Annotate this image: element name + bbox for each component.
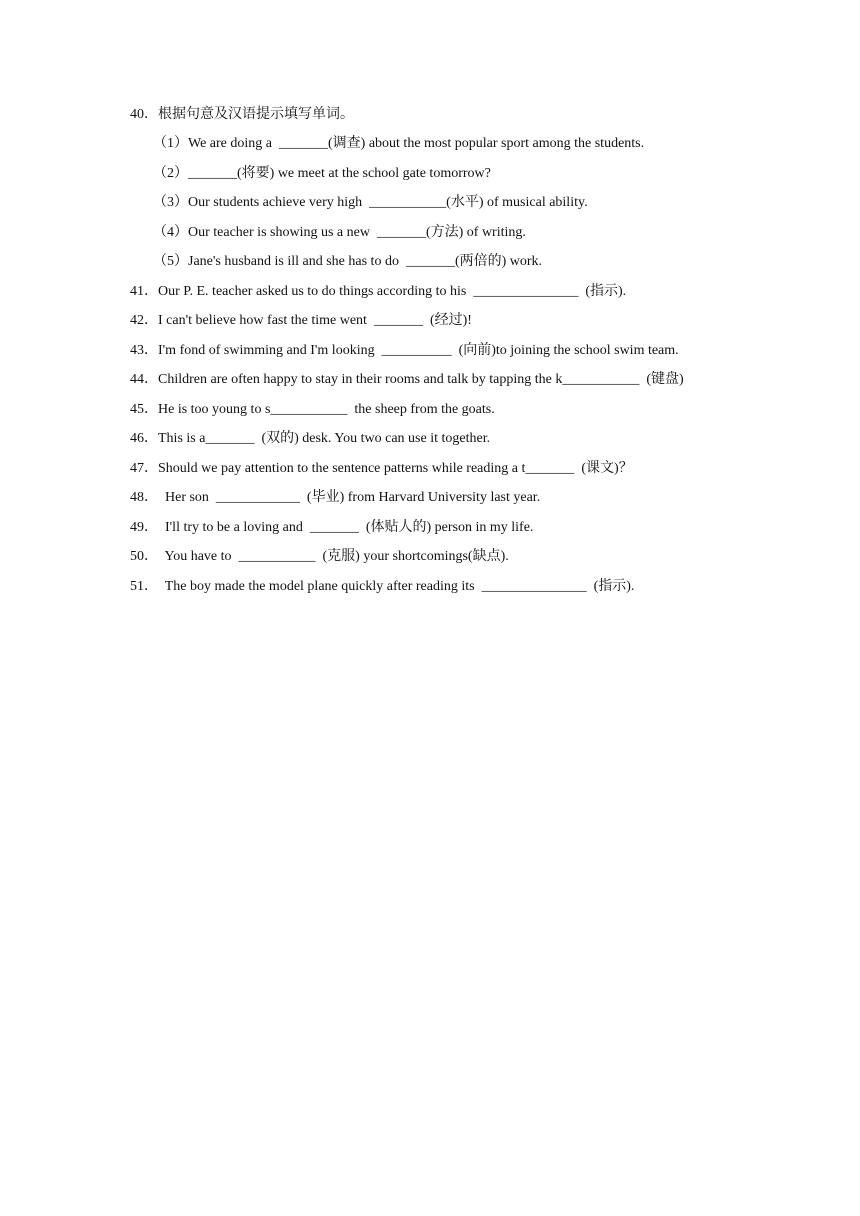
question-text: Jane's husband is ill and she has to do _______(两倍的) work. (188, 254, 543, 269)
question-50: 50． You have to ___________ (克服) your shortcomings(缺点). (130, 549, 509, 564)
question-text: Our P. E. teacher asked us to do things according to his _______________ (指示). (158, 284, 627, 299)
question-text: Children are often happy to stay in their rooms and talk by tapping the k___________ (键盘) (158, 372, 684, 387)
question-48: 48． Her son ____________ (毕业) from Harvard University last year. (130, 490, 541, 505)
question-43: 43．I'm fond of swimming and I'm looking __________ (向前)to joining the school swim team. (130, 343, 679, 358)
question-40-item-1: （1）We are doing a _______(调查) about the most popular sport among the students. (153, 136, 645, 151)
question-text: He is too young to s___________ the sheep from the goats. (158, 402, 495, 417)
question-text: I can't believe how fast the time went _______ (经过)! (158, 313, 472, 328)
question-46: 46．This is a_______ (双的) desk. You two can use it together. (130, 431, 491, 446)
question-text: Our teacher is showing us a new _______(方法) of writing. (188, 225, 526, 240)
question-text: This is a_______ (双的) desk. You two can use it together. (158, 431, 491, 446)
question-49: 49． I'll try to be a loving and _______ (体贴人的) person in my life. (130, 520, 534, 535)
question-text: You have to ___________ (克服) your shortcomings(缺点). (158, 549, 509, 564)
question-42: 42．I can't believe how fast the time went _______ (经过)! (130, 313, 472, 328)
question-40-item-3: （3）Our students achieve very high ___________(水平) of musical ability. (153, 195, 588, 210)
question-41: 41．Our P. E. teacher asked us to do things according to his _______________ (指示). (130, 284, 627, 299)
question-45: 45．He is too young to s___________ the sheep from the goats. (130, 402, 495, 417)
question-text: I'm fond of swimming and I'm looking __________ (向前)to joining the school swim team. (158, 343, 679, 358)
question-51: 51． The boy made the model plane quickly after reading its _______________ (指示). (130, 579, 635, 594)
question-text: Should we pay attention to the sentence patterns while reading a t_______ (课文)？ (158, 461, 633, 476)
question-40-item-5: （5）Jane's husband is ill and she has to do _______(两倍的) work. (153, 254, 543, 269)
question-text: The boy made the model plane quickly after reading its _______________ (指示). (158, 579, 635, 594)
question-40-item-4: （4）Our teacher is showing us a new _______(方法) of writing. (153, 225, 526, 240)
question-text: 根据句意及汉语提示填写单词。 (158, 107, 354, 122)
question-40-instruction: 40．根据句意及汉语提示填写单词。 (130, 107, 354, 122)
question-40-item-2: （2）_______(将要) we meet at the school gate tomorrow? (153, 166, 491, 181)
question-text: I'll try to be a loving and _______ (体贴人的) person in my life. (158, 520, 534, 535)
question-text: We are doing a _______(调查) about the most popular sport among the students. (188, 136, 645, 151)
question-44: 44．Children are often happy to stay in their rooms and talk by tapping the k___________ (键盘) (130, 372, 684, 387)
question-text: _______(将要) we meet at the school gate tomorrow? (188, 166, 491, 181)
question-text: Her son ____________ (毕业) from Harvard University last year. (158, 490, 541, 505)
question-47: 47．Should we pay attention to the sentence patterns while reading a t_______ (课文)？ (130, 461, 633, 476)
question-text: Our students achieve very high ___________(水平) of musical ability. (188, 195, 588, 210)
